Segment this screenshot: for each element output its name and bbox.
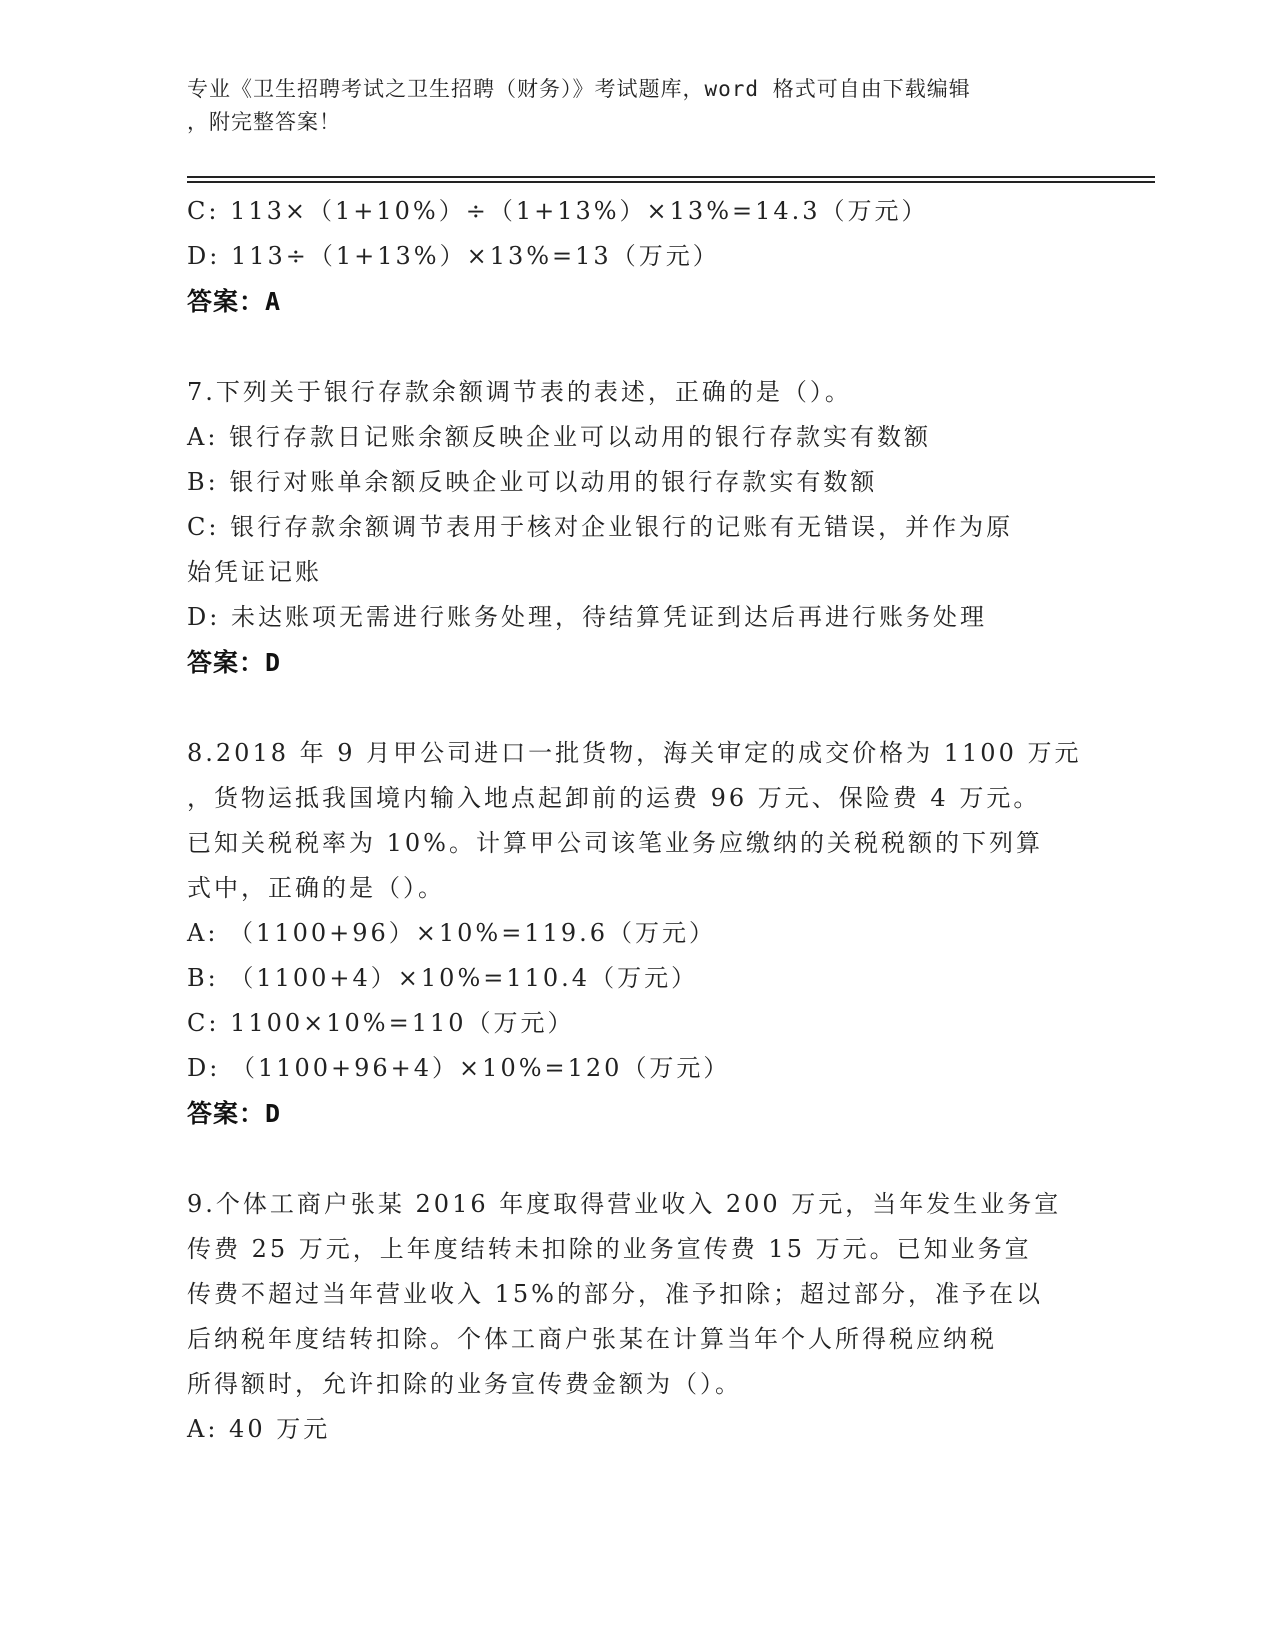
option-c-continued: 始凭证记账 xyxy=(187,558,322,586)
header-divider-top xyxy=(187,176,1155,178)
question-stem-continued: 传费 25 万元，上年度结转未扣除的业务宣传费 15 万元。已知业务宣 xyxy=(187,1235,1032,1263)
question-stem-continued: 后纳税年度结转扣除。个体工商户张某在计算当年个人所得税应纳税 xyxy=(187,1325,997,1353)
question-stem-continued: 传费不超过当年营业收入 15%的部分，准予扣除；超过部分，准予在以 xyxy=(187,1280,1043,1308)
answer-label: 答案：A xyxy=(187,287,282,316)
option-d: D: 未达账项无需进行账务处理，待结算凭证到达后再进行账务处理 xyxy=(187,603,987,631)
option-c: C: 113×（1+10%）÷（1+13%）×13%=14.3（万元） xyxy=(187,197,929,225)
question-8 xyxy=(187,731,1087,1136)
question-7 xyxy=(187,370,1087,685)
question-stem: 7.下列关于银行存款余额调节表的表述，正确的是（）。 xyxy=(187,378,852,406)
question-stem: 8.2018 年 9 月甲公司进口一批货物，海关审定的成交价格为 1100 万元 xyxy=(187,739,1082,767)
question-stem-continued: 所得额时，允许扣除的业务宣传费金额为（）。 xyxy=(187,1370,742,1398)
spacer xyxy=(187,685,1087,731)
question-stem-continued: ，货物运抵我国境内输入地点起卸前的运费 96 万元、保险费 4 万元。 xyxy=(187,784,1041,812)
option-c: C: 1100×10%=110（万元） xyxy=(187,1009,575,1037)
option-c: C: 银行存款余额调节表用于核对企业银行的记账有无错误，并作为原 xyxy=(187,513,1014,541)
question-stem: 9.个体工商户张某 2016 年度取得营业收入 200 万元，当年发生业务宣 xyxy=(187,1190,1062,1218)
option-b: B: （1100+4）×10%=110.4（万元） xyxy=(187,964,699,992)
option-a: A: 40 万元 xyxy=(187,1415,331,1443)
header-line-1: 专业《卫生招聘考试之卫生招聘（财务）》考试题库，word 格式可自由下载编辑 xyxy=(187,77,971,101)
option-a: A: （1100+96）×10%=119.6（万元） xyxy=(187,919,717,947)
question-9 xyxy=(187,1182,1087,1452)
spacer xyxy=(187,324,1087,370)
question-6-tail xyxy=(187,189,1087,324)
option-d: D: （1100+96+4）×10%=120（万元） xyxy=(187,1054,731,1082)
spacer xyxy=(187,1136,1087,1182)
question-content xyxy=(187,189,1087,1452)
option-a: A: 银行存款日记账余额反映企业可以动用的银行存款实有数额 xyxy=(187,423,932,451)
option-d: D: 113÷（1+13%）×13%=13（万元） xyxy=(187,242,720,270)
document-header xyxy=(187,73,1067,139)
option-b: B: 银行对账单余额反映企业可以动用的银行存款实有数额 xyxy=(187,468,878,496)
header-line-2: ，附完整答案！ xyxy=(187,110,341,134)
question-stem-continued: 式中，正确的是（）。 xyxy=(187,874,445,902)
answer-label: 答案：D xyxy=(187,1099,282,1128)
header-divider-bottom xyxy=(187,181,1155,183)
question-stem-continued: 已知关税税率为 10%。计算甲公司该笔业务应缴纳的关税税额的下列算 xyxy=(187,829,1043,857)
answer-label: 答案：D xyxy=(187,648,282,677)
